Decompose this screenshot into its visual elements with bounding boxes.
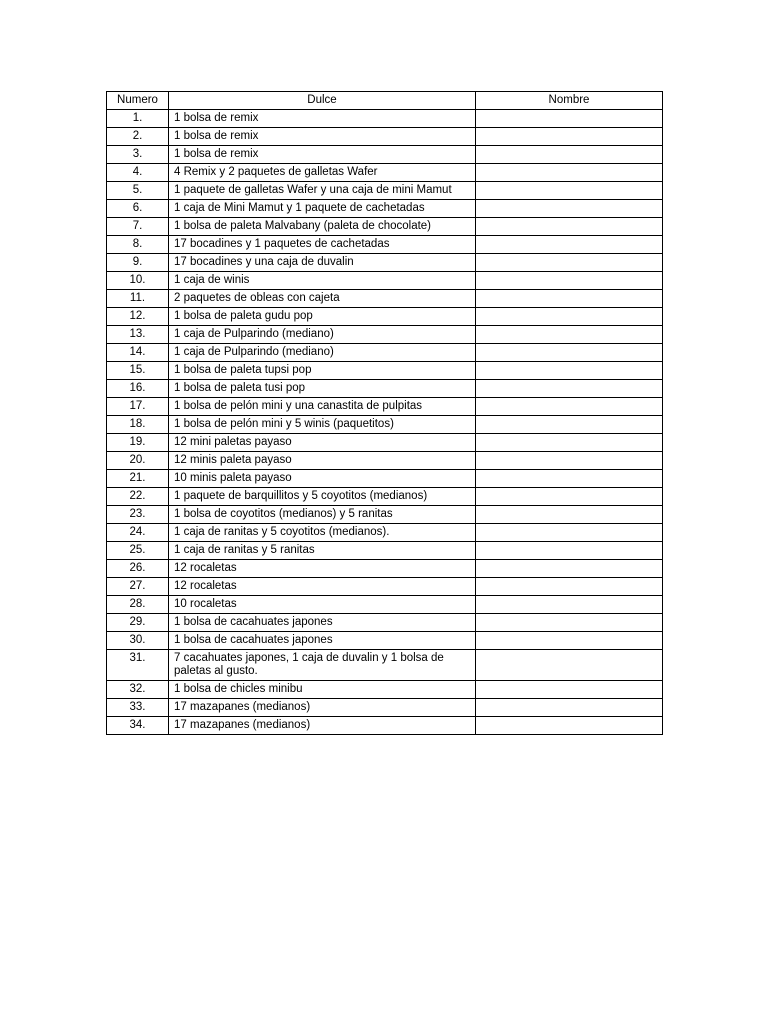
row-numero: 20. [107, 452, 169, 470]
row-nombre-field[interactable] [476, 434, 663, 452]
row-numero: 25. [107, 542, 169, 560]
row-dulce: 17 mazapanes (medianos) [169, 699, 476, 717]
row-numero: 21. [107, 470, 169, 488]
row-dulce: 12 rocaletas [169, 560, 476, 578]
row-nombre-field[interactable] [476, 200, 663, 218]
row-nombre-field[interactable] [476, 272, 663, 290]
header-dulce: Dulce [169, 92, 476, 110]
row-nombre-field[interactable] [476, 452, 663, 470]
row-nombre-field[interactable] [476, 416, 663, 434]
row-numero: 2. [107, 128, 169, 146]
row-nombre-field[interactable] [476, 236, 663, 254]
row-dulce: 1 caja de winis [169, 272, 476, 290]
table-row [107, 614, 663, 632]
row-nombre-field[interactable] [476, 632, 663, 650]
row-dulce: 10 minis paleta payaso [169, 470, 476, 488]
table-row [107, 681, 663, 699]
table-row [107, 506, 663, 524]
table-row [107, 488, 663, 506]
row-dulce: 10 rocaletas [169, 596, 476, 614]
row-nombre-field[interactable] [476, 308, 663, 326]
table-row [107, 128, 663, 146]
row-numero: 15. [107, 362, 169, 380]
table-row [107, 434, 663, 452]
row-numero: 1. [107, 110, 169, 128]
row-dulce: 1 paquete de galletas Wafer y una caja de mini Mamut [169, 182, 476, 200]
row-dulce: 1 bolsa de paleta tusi pop [169, 380, 476, 398]
row-numero: 23. [107, 506, 169, 524]
table-row [107, 272, 663, 290]
table-row [107, 650, 663, 681]
table-row [107, 542, 663, 560]
table-row [107, 182, 663, 200]
row-nombre-field[interactable] [476, 560, 663, 578]
row-nombre-field[interactable] [476, 506, 663, 524]
table-row [107, 524, 663, 542]
row-dulce: 1 caja de Mini Mamut y 1 paquete de cachetadas [169, 200, 476, 218]
row-numero: 29. [107, 614, 169, 632]
table-row [107, 236, 663, 254]
row-numero: 17. [107, 398, 169, 416]
row-nombre-field[interactable] [476, 380, 663, 398]
row-nombre-field[interactable] [476, 614, 663, 632]
row-nombre-field[interactable] [476, 146, 663, 164]
row-numero: 9. [107, 254, 169, 272]
row-numero: 18. [107, 416, 169, 434]
row-numero: 7. [107, 218, 169, 236]
row-dulce: 17 bocadines y una caja de duvalin [169, 254, 476, 272]
row-dulce: 1 caja de Pulparindo (mediano) [169, 344, 476, 362]
row-numero: 4. [107, 164, 169, 182]
row-numero: 6. [107, 200, 169, 218]
table-row [107, 416, 663, 434]
row-nombre-field[interactable] [476, 470, 663, 488]
header-numero: Numero [107, 92, 169, 110]
table-row [107, 200, 663, 218]
table-row [107, 362, 663, 380]
row-dulce: 1 bolsa de cacahuates japones [169, 632, 476, 650]
row-nombre-field[interactable] [476, 488, 663, 506]
row-nombre-field[interactable] [476, 578, 663, 596]
row-dulce: 7 cacahuates japones, 1 caja de duvalin y 1 bolsa de paletas al gusto. [169, 650, 476, 681]
row-numero: 27. [107, 578, 169, 596]
row-dulce: 1 bolsa de paleta tupsi pop [169, 362, 476, 380]
row-numero: 10. [107, 272, 169, 290]
table-body [107, 110, 663, 735]
row-dulce: 17 mazapanes (medianos) [169, 717, 476, 735]
table-row [107, 632, 663, 650]
row-dulce: 1 bolsa de cacahuates japones [169, 614, 476, 632]
row-dulce: 1 caja de ranitas y 5 coyotitos (medianos). [169, 524, 476, 542]
row-dulce: 4 Remix y 2 paquetes de galletas Wafer [169, 164, 476, 182]
row-nombre-field[interactable] [476, 218, 663, 236]
row-nombre-field[interactable] [476, 164, 663, 182]
row-numero: 31. [107, 650, 169, 681]
row-nombre-field[interactable] [476, 362, 663, 380]
row-dulce: 1 bolsa de pelón mini y 5 winis (paquetitos) [169, 416, 476, 434]
row-numero: 3. [107, 146, 169, 164]
row-numero: 5. [107, 182, 169, 200]
row-numero: 33. [107, 699, 169, 717]
row-numero: 19. [107, 434, 169, 452]
row-numero: 30. [107, 632, 169, 650]
row-dulce: 1 caja de Pulparindo (mediano) [169, 326, 476, 344]
row-numero: 22. [107, 488, 169, 506]
row-dulce: 12 rocaletas [169, 578, 476, 596]
row-nombre-field[interactable] [476, 110, 663, 128]
row-dulce: 1 bolsa de remix [169, 146, 476, 164]
table-header-row [107, 92, 663, 110]
row-numero: 28. [107, 596, 169, 614]
row-dulce: 12 mini paletas payaso [169, 434, 476, 452]
row-nombre-field[interactable] [476, 650, 663, 681]
row-dulce: 12 minis paleta payaso [169, 452, 476, 470]
row-numero: 14. [107, 344, 169, 362]
row-nombre-field[interactable] [476, 254, 663, 272]
row-numero: 16. [107, 380, 169, 398]
table-row [107, 398, 663, 416]
row-nombre-field[interactable] [476, 681, 663, 699]
row-nombre-field[interactable] [476, 542, 663, 560]
table-row [107, 717, 663, 735]
candy-table [106, 91, 663, 735]
row-nombre-field[interactable] [476, 524, 663, 542]
row-dulce: 1 bolsa de chicles minibu [169, 681, 476, 699]
table-row [107, 146, 663, 164]
table-row [107, 380, 663, 398]
row-nombre-field[interactable] [476, 596, 663, 614]
row-numero: 11. [107, 290, 169, 308]
row-dulce: 2 paquetes de obleas con cajeta [169, 290, 476, 308]
row-dulce: 1 bolsa de coyotitos (medianos) y 5 ranitas [169, 506, 476, 524]
row-numero: 12. [107, 308, 169, 326]
row-nombre-field[interactable] [476, 182, 663, 200]
row-dulce: 1 bolsa de remix [169, 128, 476, 146]
table-row [107, 254, 663, 272]
table-row [107, 164, 663, 182]
table-row [107, 326, 663, 344]
table-row [107, 290, 663, 308]
table-row [107, 578, 663, 596]
header-nombre: Nombre [476, 92, 663, 110]
row-nombre-field[interactable] [476, 290, 663, 308]
row-dulce: 1 bolsa de remix [169, 110, 476, 128]
row-numero: 24. [107, 524, 169, 542]
row-dulce: 1 caja de ranitas y 5 ranitas [169, 542, 476, 560]
row-numero: 13. [107, 326, 169, 344]
table-row [107, 452, 663, 470]
row-dulce: 1 paquete de barquillitos y 5 coyotitos (medianos) [169, 488, 476, 506]
row-nombre-field[interactable] [476, 398, 663, 416]
row-nombre-field[interactable] [476, 128, 663, 146]
row-numero: 8. [107, 236, 169, 254]
row-dulce: 1 bolsa de paleta Malvabany (paleta de chocolate) [169, 218, 476, 236]
row-dulce: 17 bocadines y 1 paquetes de cachetadas [169, 236, 476, 254]
table-row [107, 110, 663, 128]
row-dulce: 1 bolsa de paleta gudu pop [169, 308, 476, 326]
row-nombre-field[interactable] [476, 699, 663, 717]
row-nombre-field[interactable] [476, 717, 663, 735]
row-numero: 26. [107, 560, 169, 578]
row-dulce: 1 bolsa de pelón mini y una canastita de pulpitas [169, 398, 476, 416]
table-row [107, 308, 663, 326]
table-row [107, 699, 663, 717]
row-nombre-field[interactable] [476, 344, 663, 362]
table-row [107, 470, 663, 488]
row-numero: 32. [107, 681, 169, 699]
row-nombre-field[interactable] [476, 326, 663, 344]
table-row [107, 596, 663, 614]
table-row [107, 218, 663, 236]
table-row [107, 344, 663, 362]
row-numero: 34. [107, 717, 169, 735]
table-row [107, 560, 663, 578]
